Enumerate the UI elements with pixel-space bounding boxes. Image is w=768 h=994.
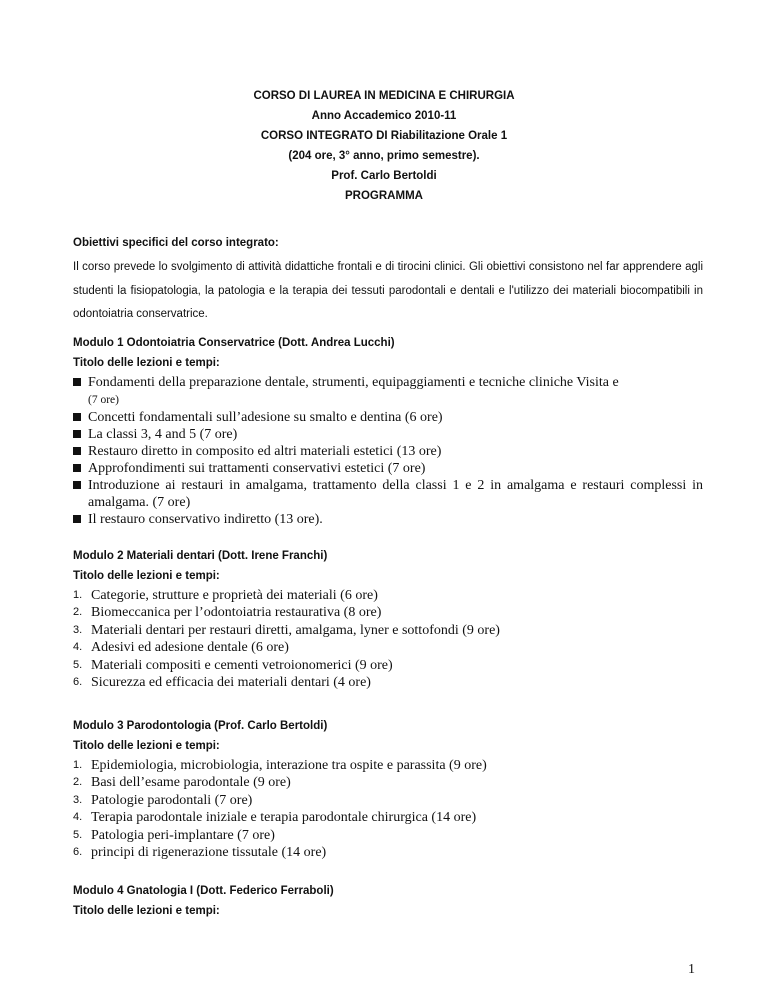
square-bullet-icon	[73, 378, 81, 386]
modulo4-heading: Modulo 4 Gnatologia I (Dott. Federico Ferraboli)	[73, 885, 334, 897]
list-item: Il restauro conservativo indiretto (13 ore).	[73, 511, 703, 528]
square-bullet-icon	[73, 447, 81, 455]
list-item: 5. Patologia peri-implantare (7 ore)	[73, 827, 275, 843]
modulo1-section	[73, 336, 703, 528]
document-header	[0, 86, 768, 206]
list-item: Fondamenti della preparazione dentale, strumenti, equipaggiamenti e tecniche cliniche Visita e (7 ore)	[73, 374, 703, 409]
list-item: La classi 3, 4 and 5 (7 ore)	[73, 426, 703, 443]
square-bullet-icon	[73, 481, 81, 489]
objectives-heading: Obiettivi specifici del corso integrato:	[73, 237, 279, 249]
list-item: Introduzione ai restauri in amalgama, trattamento della classi 1 e 2 in amalgama e restauri complessi in amalgama. (7 ore)	[73, 477, 703, 511]
list-item: 4. Adesivi ed adesione dentale (6 ore)	[73, 640, 289, 656]
modulo4-subheading: Titolo delle lezioni e tempi:	[73, 905, 220, 917]
modulo2-heading: Modulo 2 Materiali dentari (Dott. Irene Franchi)	[73, 550, 328, 562]
list-item: 2. Basi dell’esame parodontale (9 ore)	[73, 775, 291, 791]
course-title: CORSO INTEGRATO DI Riabilitazione Orale 1	[260, 130, 508, 142]
list-item: 2. Biomeccanica per l’odontoiatria restaurativa (8 ore)	[73, 605, 382, 621]
square-bullet-icon	[73, 430, 81, 438]
modulo1-heading: Modulo 1 Odontoiatria Conservatrice (Dott. Andrea Lucchi)	[73, 337, 395, 349]
modulo1-list	[73, 374, 703, 528]
list-item: 3. Patologie parodontali (7 ore)	[73, 792, 253, 808]
modulo3-list	[73, 757, 703, 861]
modulo3-subheading: Titolo delle lezioni e tempi:	[73, 740, 220, 752]
course-hours: (204 ore, 3° anno, primo semestre).	[288, 150, 480, 162]
modulo1-subheading: Titolo delle lezioni e tempi:	[73, 357, 220, 369]
modulo2-subheading: Titolo delle lezioni e tempi:	[73, 570, 220, 582]
page-number: 1	[688, 962, 695, 977]
list-item: 4. Terapia parodontale iniziale e terapia parodontale chirurgica (14 ore)	[73, 810, 477, 826]
academic-year: Anno Accademico 2010-11	[311, 110, 457, 122]
list-item: 3. Materiali dentari per restauri diretti, amalgama, lyner e sottofondi (9 ore)	[73, 622, 500, 638]
program-title: PROGRAMMA	[345, 190, 423, 202]
modulo2-section	[73, 549, 703, 691]
modulo2-list	[73, 587, 703, 691]
modulo4-section	[73, 884, 703, 922]
list-item: 6. principi di rigenerazione tissutale (14 ore)	[73, 845, 327, 861]
square-bullet-icon	[73, 464, 81, 472]
list-item: 6. Sicurezza ed efficacia dei materiali dentari (4 ore)	[73, 675, 371, 691]
list-item: 1. Categorie, strutture e proprietà dei materiali (6 ore)	[73, 588, 378, 603]
list-item: Approfondimenti sui trattamenti conservativi estetici (7 ore)	[73, 460, 703, 477]
list-item: Restauro diretto in composito ed altri materiali estetici (13 ore)	[73, 443, 703, 460]
modulo3-heading: Modulo 3 Parodontologia (Prof. Carlo Bertoldi)	[73, 720, 328, 732]
square-bullet-icon	[73, 413, 81, 421]
list-item: 5. Materiali compositi e cementi vetroionomerici (9 ore)	[73, 657, 393, 673]
objectives-section	[73, 236, 703, 327]
objectives-text: Il corso prevede lo svolgimento di attività didattiche frontali e di tirocini clinici. Gli obiettivi consistono nel far apprendere agli studenti la fisiopatologia, la patologia e la terapia dei tessuti parodontali e dentali e l'utilizzo dei materiali biocompatibili in odontoiatria conservatrice.	[73, 261, 703, 320]
degree-title: CORSO DI LAUREA IN MEDICINA E CHIRURGIA	[253, 90, 515, 102]
course-professor: Prof. Carlo Bertoldi	[331, 170, 437, 182]
square-bullet-icon	[73, 515, 81, 523]
list-item: Concetti fondamentali sull’adesione su smalto e dentina (6 ore)	[73, 409, 703, 426]
list-item: 1. Epidemiologia, microbiologia, interazione tra ospite e parassita (9 ore)	[73, 758, 487, 773]
modulo3-section	[73, 719, 703, 861]
